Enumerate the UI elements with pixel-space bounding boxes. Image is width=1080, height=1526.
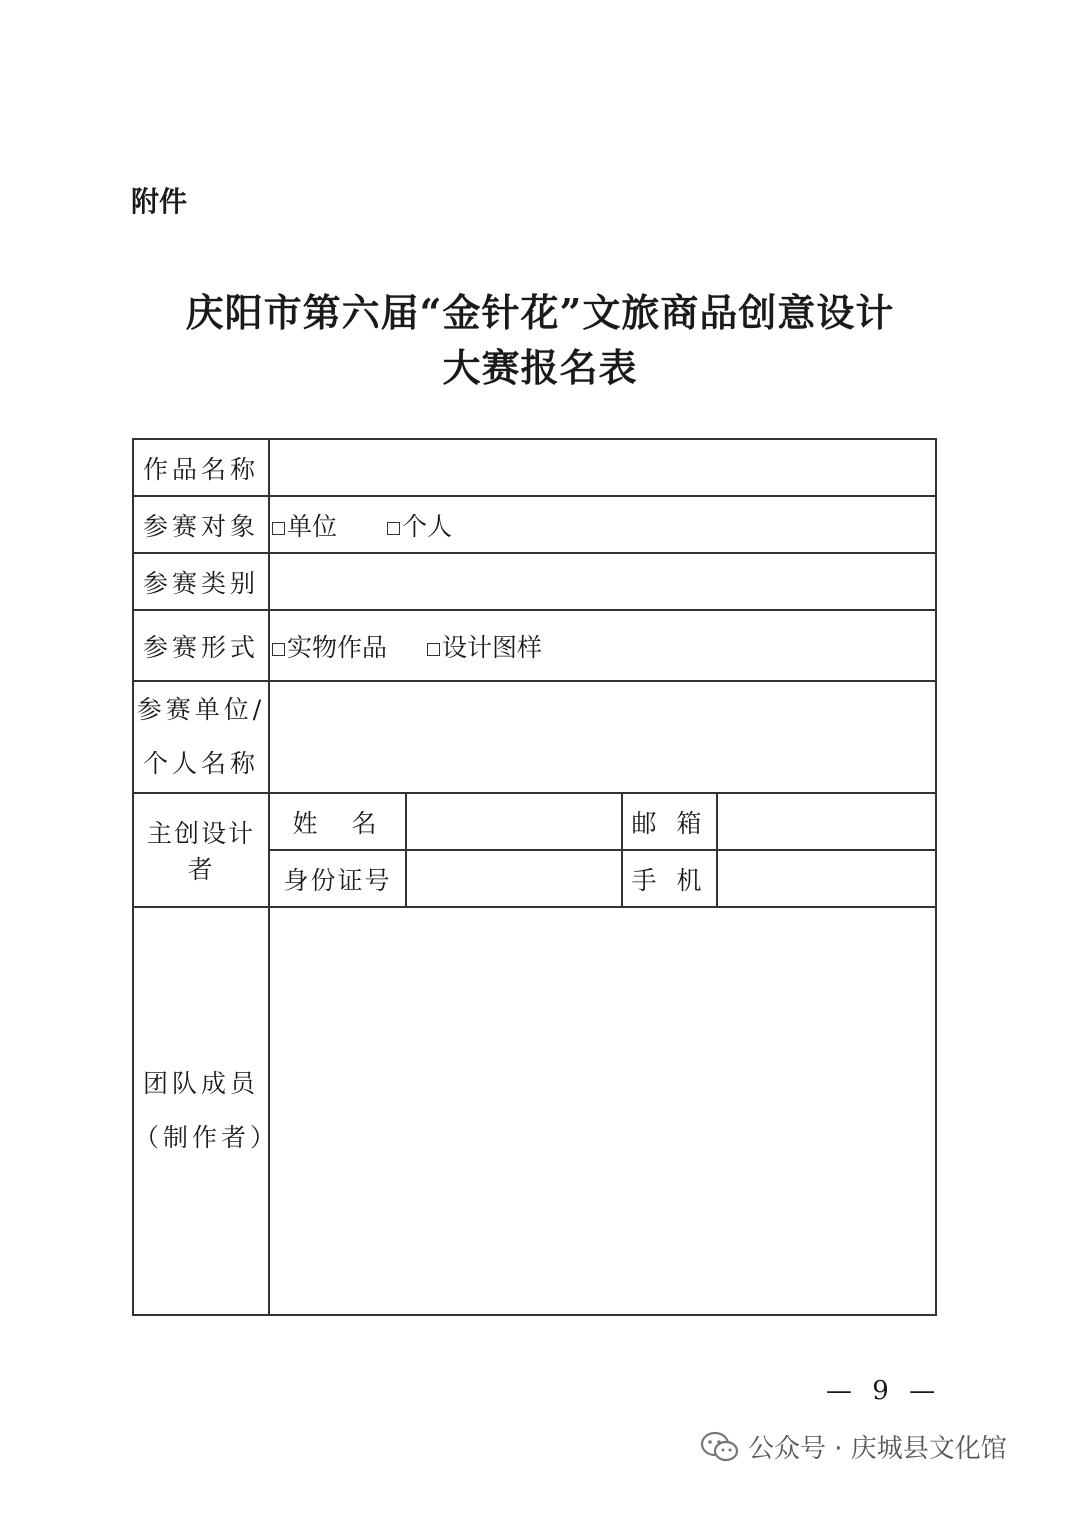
email-field[interactable] <box>717 793 936 850</box>
email-label: 邮 箱 <box>622 793 717 850</box>
option-unit-label: 单位 <box>287 511 338 541</box>
row-participant <box>133 496 936 553</box>
designer-label: 主创设计者 <box>133 793 269 907</box>
row-unit-name <box>133 681 936 793</box>
category-label: 参赛类别 <box>133 553 269 610</box>
unit-name-label <box>133 681 269 793</box>
footer-watermark <box>700 1428 1007 1465</box>
team-label-line1: 团队成员 <box>142 1069 259 1098</box>
phone-label: 手 机 <box>622 850 717 907</box>
page-number: — 9 — <box>826 1376 942 1406</box>
row-form <box>133 610 936 681</box>
registration-form <box>132 438 937 1316</box>
team-field[interactable] <box>269 907 936 1315</box>
row-designer-1 <box>133 793 936 850</box>
phone-field[interactable] <box>717 850 936 907</box>
wechat-icon <box>700 1431 740 1463</box>
name-field[interactable] <box>406 793 622 850</box>
row-team <box>133 907 936 1315</box>
unit-name-label-line2: 个人名称 <box>142 749 259 778</box>
form-title-line-1: 庆阳市第六届“金针花”文旅商品创意设计 <box>185 290 895 335</box>
category-field[interactable] <box>269 553 936 610</box>
id-number-label: 身份证号 <box>269 850 406 907</box>
team-label-line2: （制作者） <box>134 1123 280 1152</box>
form-label: 参赛形式 <box>133 610 269 681</box>
checkbox-design-drawing[interactable] <box>427 643 440 656</box>
option-physical-label: 实物作品 <box>287 632 388 662</box>
row-category <box>133 553 936 610</box>
unit-name-field[interactable] <box>269 681 936 793</box>
option-design-drawing-label: 设计图样 <box>442 632 543 662</box>
participant-label: 参赛对象 <box>133 496 269 553</box>
form-options <box>269 610 936 681</box>
form-title-line-2: 大赛报名表 <box>442 345 638 390</box>
team-label <box>133 907 280 1315</box>
work-name-label: 作品名称 <box>133 439 269 496</box>
work-name-field[interactable] <box>269 439 936 496</box>
unit-name-label-line1: 参赛单位/ <box>136 695 266 724</box>
attachment-label: 附件 <box>131 185 188 218</box>
checkbox-physical[interactable] <box>272 643 285 656</box>
row-work-name <box>133 439 936 496</box>
id-number-field[interactable] <box>406 850 622 907</box>
name-label: 姓 名 <box>269 793 406 850</box>
footer-text: 公众号 · 庆城县文化馆 <box>748 1434 1007 1464</box>
option-individual-label: 个人 <box>402 511 453 541</box>
checkbox-individual[interactable] <box>387 522 400 535</box>
participant-options <box>269 496 936 553</box>
checkbox-unit[interactable] <box>272 522 285 535</box>
